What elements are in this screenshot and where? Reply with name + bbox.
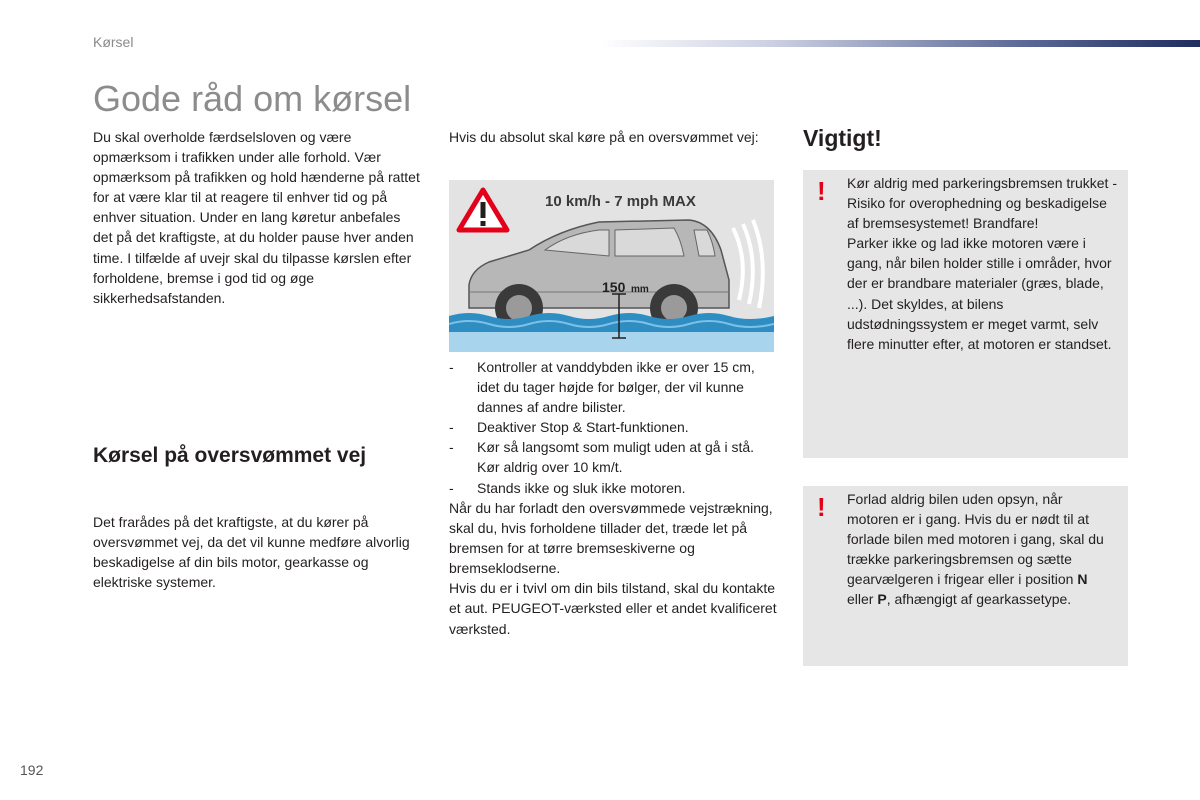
list-item-text: Kontroller at vanddybden ikke er over 15 cm, idet du tager højde for bølger, der vil kunne dannes af andre bilister. (477, 359, 755, 416)
speed-limit-label: 10 km/h - 7 mph MAX (545, 193, 696, 210)
list-item (449, 357, 779, 417)
after-flood-text (449, 498, 779, 639)
warning-text-part: eller (847, 591, 878, 608)
list-item (449, 478, 779, 498)
flooded-road-paragraph: Det frarådes på det kraftigste, at du kører på oversvømmet vej, da det vil kunne medføre alvorlig beskadigelse af din bils motor, gearkasse og elektriske systemer. (93, 514, 410, 591)
page-number: 192 (20, 762, 44, 778)
water-icon (449, 313, 774, 352)
warning-text (847, 173, 1117, 354)
list-dash: - (449, 359, 454, 375)
list-item (449, 437, 779, 477)
gear-position-p: P (877, 591, 887, 608)
list-item-text: Kør så langsomt som muligt uden at gå i stå. Kør aldrig over 10 km/t. (477, 439, 755, 476)
workshop-paragraph: Hvis du er i tvivl om din bils tilstand, skal du kontakte et aut. PEUGEOT-værksted eller et andet kvalificeret værksted. (449, 580, 777, 637)
list-item (449, 417, 779, 437)
warning-paragraph (847, 489, 1117, 610)
warning-text-part: , afhængigt af gearkassetype. (886, 591, 1072, 608)
after-flood-paragraph: Når du har forladt den oversvømmede vejstrækning, skal du, hvis forholdene tillader det, træde let på bremsen for at tørre bremseskiverne og bremseklodserne. (449, 500, 773, 577)
warning-box-parking-brake (803, 170, 1128, 458)
list-dash: - (449, 419, 454, 436)
list-item-text: Deaktiver Stop & Start-funktionen. (477, 419, 689, 436)
depth-value: 150 (602, 279, 626, 295)
flooded-road-heading: Kørsel på oversvømmet vej (93, 444, 367, 467)
important-heading: Vigtigt! (803, 125, 882, 151)
warning-exclamation-icon: ! (817, 492, 826, 522)
gear-position-n: N (1077, 571, 1088, 588)
page-title: Gode råd om kørsel (93, 78, 412, 119)
warning-paragraph: Kør aldrig med parkeringsbremsen trukket - Risiko for overophedning og beskadigelse af bremsesystemet! Brandfare! (847, 175, 1117, 232)
warning-text (847, 489, 1117, 610)
flooded-road-intro: Hvis du absolut skal køre på en oversvømmet vej: (449, 129, 759, 145)
header-bar (600, 40, 1200, 47)
warning-box-unattended (803, 486, 1128, 666)
warning-paragraph: Parker ikke og lad ikke motoren være i gang, når bilen holder stille i områder, hvor der er brandbare materialer (græs, blade, ...). Det skyldes, at bilens udstødningssystem er meget varmt, selv flere minutter efter, at motoren er standset. (847, 235, 1112, 352)
warning-exclamation-icon: ! (817, 176, 826, 206)
intro-paragraph: Du skal overholde færdselsloven og være opmærksom i trafikken under alle forhold. Vær opmærksom på trafikken og hold hænderne på rattet for at være klar til at reagere til enhver tid og på enhver situation. Under en lang køretur anbefales det på det kraftigste, at du holder pause hver anden time. I tilfælde af uvejr skal du tilpasse kørslen efter forholdene, bremse i god tid og øge sikkerhedsafstanden. (93, 129, 420, 306)
warning-text-part: Forlad aldrig bilen uden opsyn, når motoren er i gang. Hvis du er nødt til at forlade bilen med motoren i gang, skal du trække parkeringsbremsen og sætte gearvælgeren i frigear eller i position (847, 491, 1104, 588)
flooded-road-checklist (449, 357, 779, 498)
list-dash: - (449, 479, 454, 496)
list-item-text: Stands ikke og sluk ikke motoren. (477, 479, 686, 496)
flooded-road-illustration (449, 180, 774, 352)
section-label: Kørsel (93, 34, 134, 50)
list-dash: - (449, 439, 454, 456)
depth-unit: mm (631, 284, 649, 295)
